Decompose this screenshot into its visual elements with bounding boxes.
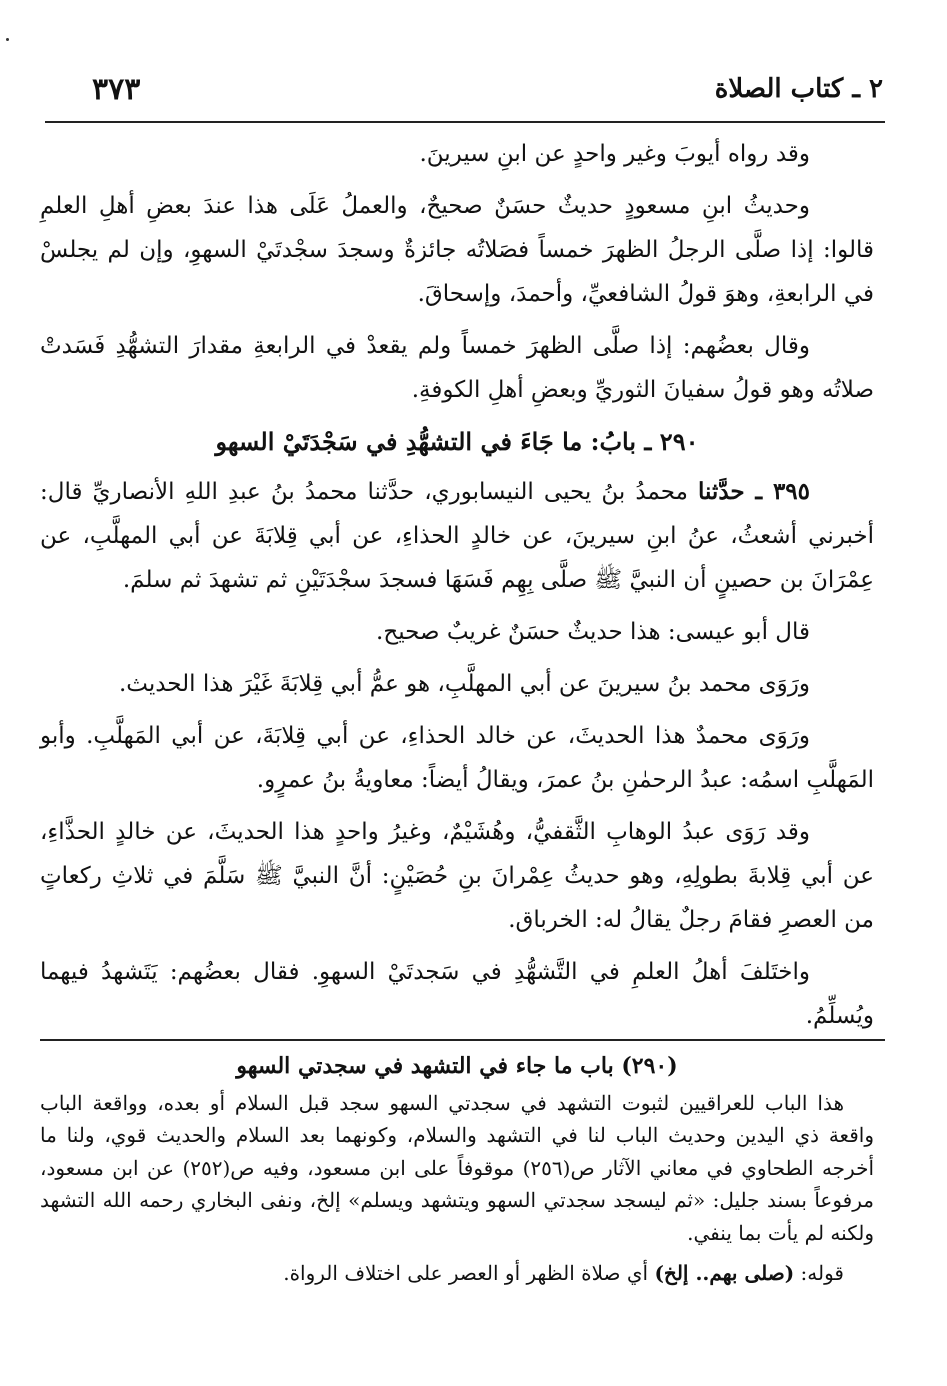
paragraph: وقد رواه أيوبَ وغير واحدٍ عن ابنِ سيرينَ.	[419, 141, 810, 167]
paragraph: واختَلفَ أهلُ العلمِ في التَّشهُّدِ في سَجدتَيْ السهوِ. فقال بعضُهم: يَتَشهدُ فيهما ويُسلِّمُ.	[40, 959, 874, 1029]
chapter-title: ٢ ـ كتاب الصلاة	[714, 74, 883, 104]
commentary-heading: (٢٩٠) باب ما جاء في التشهد في سجدتي السهو	[236, 1053, 678, 1079]
hadith-text: محمدُ بنُ يحيى النيسابوري، حدَّثنا محمدُ بنُ عبدِ اللهِ الأنصاريِّ قال: أخبرني أشعثُ، عنُ ابنِ سيرينَ، عن خالدٍ الحذاءِ، عن أبي قِلابَةَ عن أبي المهلَّبِ، عن عِمْرَانَ بن حصينٍ أن النبيَّ ﷺ صلَّى بِهِم فَسَهَا فسجدَ سجْدَتَيْنِ ثم تشهدَ ثم سلمَ.	[40, 479, 874, 593]
paragraph: قال أبو عيسى: هذا حديثٌ حسَنٌ غريبٌ صحيح.	[376, 619, 810, 645]
paragraph: ورَوَى محمدٌ هذا الحديثَ، عن خالد الحذاءِ، عن أبي قِلابَةَ، عن أبي المَهلَّبِ. وأبو المَهلَّبِ اسمُه: عبدُ الرحمٰنِ بنُ عمرَ، ويقالُ أيضاً: معاويةُ بنُ عمرٍو.	[40, 723, 874, 793]
paragraph: وقال بعضُهم: إذا صلَّى الظهرَ خمساً ولم يقعدْ في الرابعةِ مقدارَ التشهُّدِ فَسَدتْ صلاتُه وهو قولُ سفيانَ الثوريِّ وبعضِ أهلِ الكوفةِ.	[40, 333, 874, 403]
hadith-paragraph	[40, 470, 874, 602]
paragraph: وحديثُ ابنِ مسعودٍ حديثٌ حسَنٌ صحيحٌ، والعملُ عَلَى هذا عندَ بعضِ أهلِ العلمِ قالوا: إذا صلَّى الرجلُ الظهرَ خمساً فصَلاتُه جائزةٌ وسجدَ سجْدتَيْ السهوِ، وإن لم يجلسْ في الرابعةِ، وهوَ قولُ الشافعيِّ، وأحمدَ، وإسحاقَ.	[40, 193, 874, 307]
note-prefix: قوله:	[794, 1261, 844, 1285]
hadith-number: ٣٩٥ ـ حدَّثنا	[697, 478, 810, 505]
page-number: ٣٧٣	[92, 72, 141, 107]
paragraph: وقد رَوَى عبدُ الوهابِ الثَّقفيُّ، وهُشَيْمٌ، وغيرُ واحدٍ هذا الحديثَ، عن خالدٍ الحذَّاءِ، عن أبي قِلابةَ بطولِهِ، وهو حديثُ عِمْرانَ بنِ حُصَيْنٍ: أنَّ النبيَّ ﷺ سَلَّمَ في ثلاثِ ركعاتٍ من العصرِ فقامَ رجلٌ يقالُ له: الخرباق.	[40, 819, 874, 933]
commentary	[40, 1050, 874, 1290]
header-rule	[45, 121, 885, 123]
chapter-heading: ٢٩٠ ـ بابُ: ما جَاءَ في التشهُّدِ في سَجْدَتَيْ السهو	[215, 427, 699, 456]
main-text	[40, 132, 874, 1046]
footnote-rule	[40, 1039, 885, 1041]
scan-speck	[6, 38, 9, 41]
paragraph: ورَوَى محمد بنُ سيرينَ عن أبي المهلَّبِ، هو عمُّ أبي قِلابَةَ غَيْرَ هذا الحديث.	[118, 671, 810, 697]
commentary-paragraph-last	[40, 1257, 874, 1290]
note-quote: (صلى بهم.. إلخ)	[654, 1261, 795, 1285]
page-header	[58, 68, 889, 110]
commentary-paragraph: هذا الباب للعراقيين لثبوت التشهد في سجدتي السهو سجد قبل السلام أو بعده، وواقعة الباب واقعة ذي اليدين وحديث الباب لنا في التشهد والسلام، وكونهما بعد السلام والحديث قوي، ولنا ما أخرجه الطحاوي في معاني الآثار ص(٢٥٦) موقوفاً على ابن مسعود، وفيه ص(٢٥٢) عن ابن مسعود، مرفوعاً بسند جليل: «ثم ليسجد سجدتي السهو ويتشهد ويسلم» إلخ، ونفى البخاري رحمه الله التشهد ولكنه لم يأت بما ينفي.	[40, 1090, 875, 1245]
note-rest: أي صلاة الظهر أو العصر على اختلاف الرواة.	[283, 1261, 655, 1285]
